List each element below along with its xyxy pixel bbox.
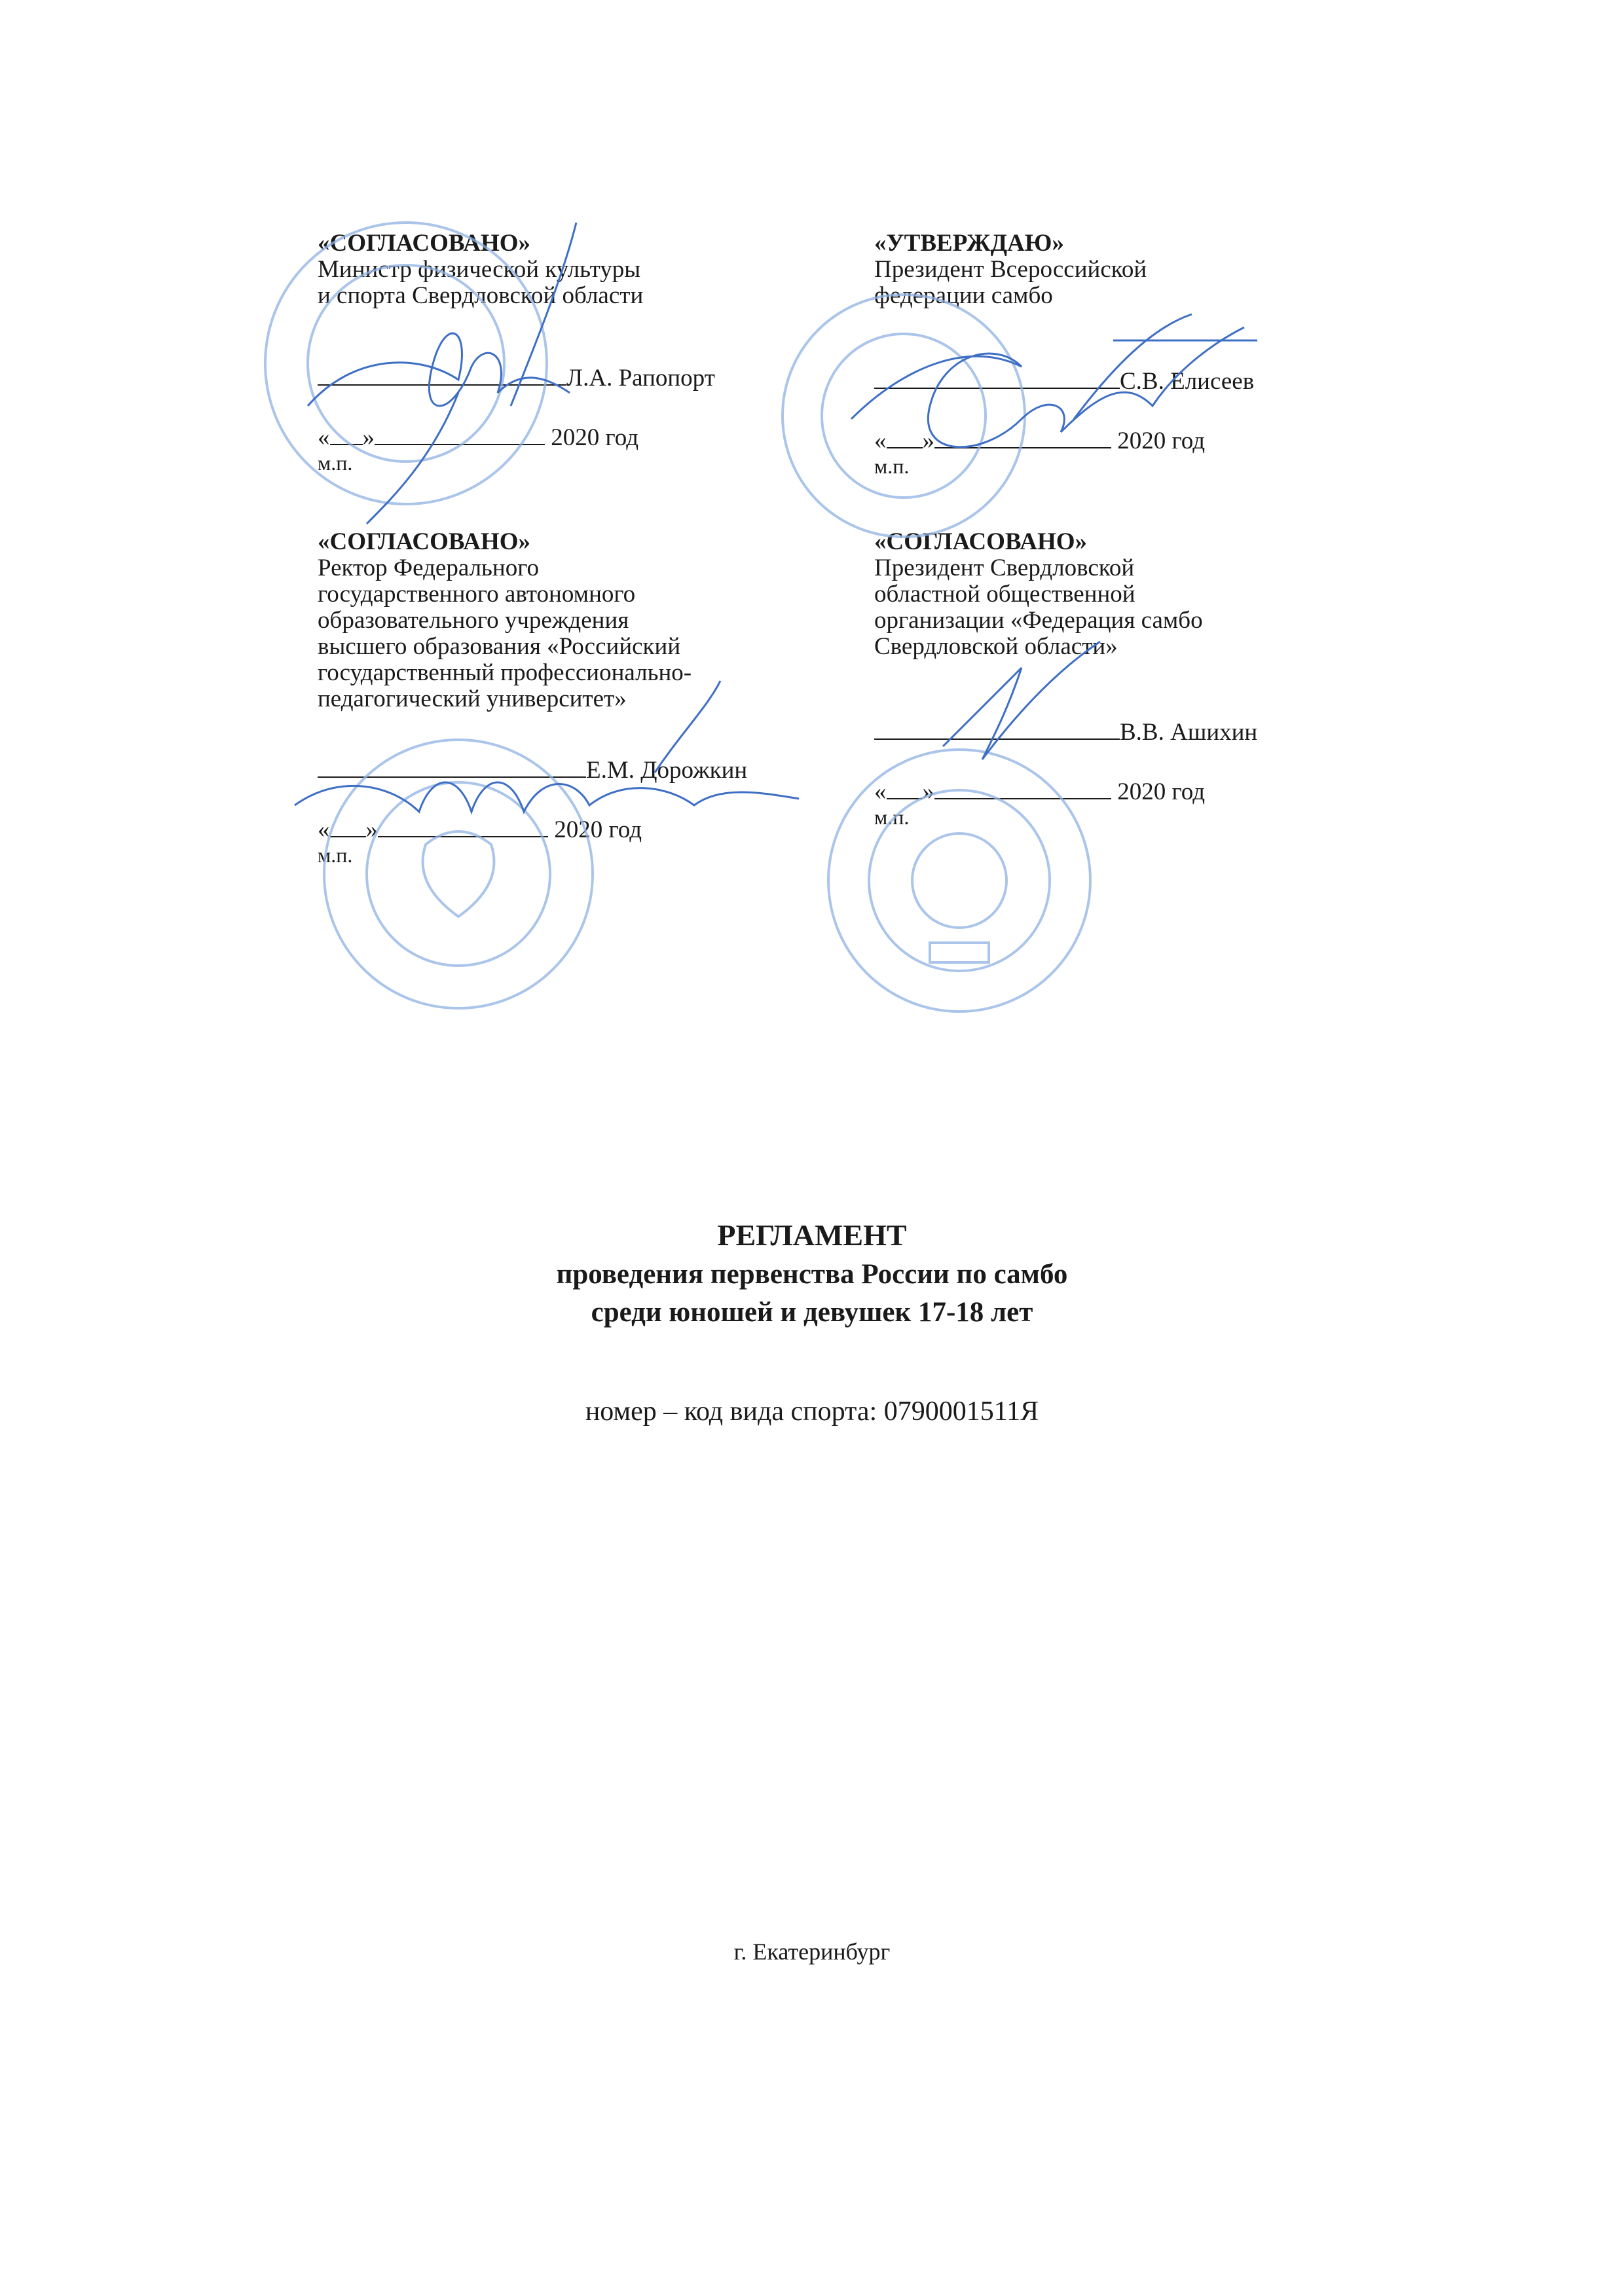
- approval-line: образовательного учреждения: [318, 607, 629, 634]
- signatory-name: Е.М. Дорожкин: [586, 757, 748, 784]
- approval-federation-president: [874, 230, 1254, 478]
- date-year: 2020 год: [551, 424, 639, 451]
- date-year: 2020 год: [1117, 778, 1206, 805]
- date-year: 2020 год: [1117, 428, 1206, 454]
- approval-line: педагогический университет»: [318, 685, 627, 712]
- document-subtitle-2: среди юношей и девушек 17-18 лет: [591, 1297, 1033, 1328]
- approval-line: областной общественной: [874, 581, 1135, 608]
- stamp-place-label: м.п.: [874, 454, 910, 478]
- approval-line: Президент Всероссийской: [874, 256, 1147, 283]
- approval-line: организации «Федерация самбо: [874, 607, 1203, 634]
- signature-line: [318, 365, 715, 392]
- approval-heading: «УТВЕРЖДАЮ»: [874, 230, 1064, 257]
- approval-line: Министр физической культуры: [318, 256, 641, 283]
- date-line: « » 2020 год: [318, 816, 642, 843]
- approval-line: государственный профессионально-: [318, 659, 692, 686]
- approval-line: Свердловской области»: [874, 633, 1118, 660]
- approval-line: федерации самбо: [874, 282, 1053, 309]
- city: г. Екатеринбург: [733, 1939, 891, 1965]
- approval-line: Ректор Федерального: [318, 555, 539, 581]
- approval-minister: [318, 230, 715, 475]
- stamp-place-label: м.п.: [318, 843, 353, 867]
- signatory-name: С.В. Елисеев: [1120, 368, 1255, 395]
- approval-regional-president: [874, 529, 1257, 829]
- signature-line: [874, 368, 1254, 395]
- date-line: « » 2020 год: [874, 778, 1206, 805]
- signatory-name: В.В. Ашихин: [1120, 719, 1258, 746]
- stamp-place-label: м.п.: [874, 805, 910, 829]
- approval-line: Президент Свердловской: [874, 555, 1135, 581]
- approval-heading: «СОГЛАСОВАНО»: [318, 230, 531, 257]
- sport-code: номер – код вида спорта: 0790001511Я: [585, 1396, 1039, 1427]
- signatory-name: Л.А. Рапопорт: [566, 365, 715, 392]
- approval-heading: «СОГЛАСОВАНО»: [318, 528, 531, 555]
- approval-heading: «СОГЛАСОВАНО»: [874, 528, 1088, 555]
- approval-line: высшего образования «Российский: [318, 633, 681, 660]
- approval-line: и спорта Свердловской области: [318, 282, 644, 309]
- document-title: РЕГЛАМЕНТ: [717, 1218, 907, 1252]
- approval-line: государственного автономного: [318, 581, 636, 608]
- stamp-place-label: м.п.: [318, 451, 353, 475]
- date-year: 2020 год: [554, 816, 642, 843]
- signature-line: [874, 719, 1257, 746]
- signature-line: [318, 757, 747, 784]
- date-line: « » 2020 год: [874, 428, 1206, 454]
- document-subtitle-1: проведения первенства России по самбо: [556, 1259, 1068, 1290]
- approval-rector: [318, 529, 747, 867]
- date-line: « » 2020 год: [318, 424, 639, 451]
